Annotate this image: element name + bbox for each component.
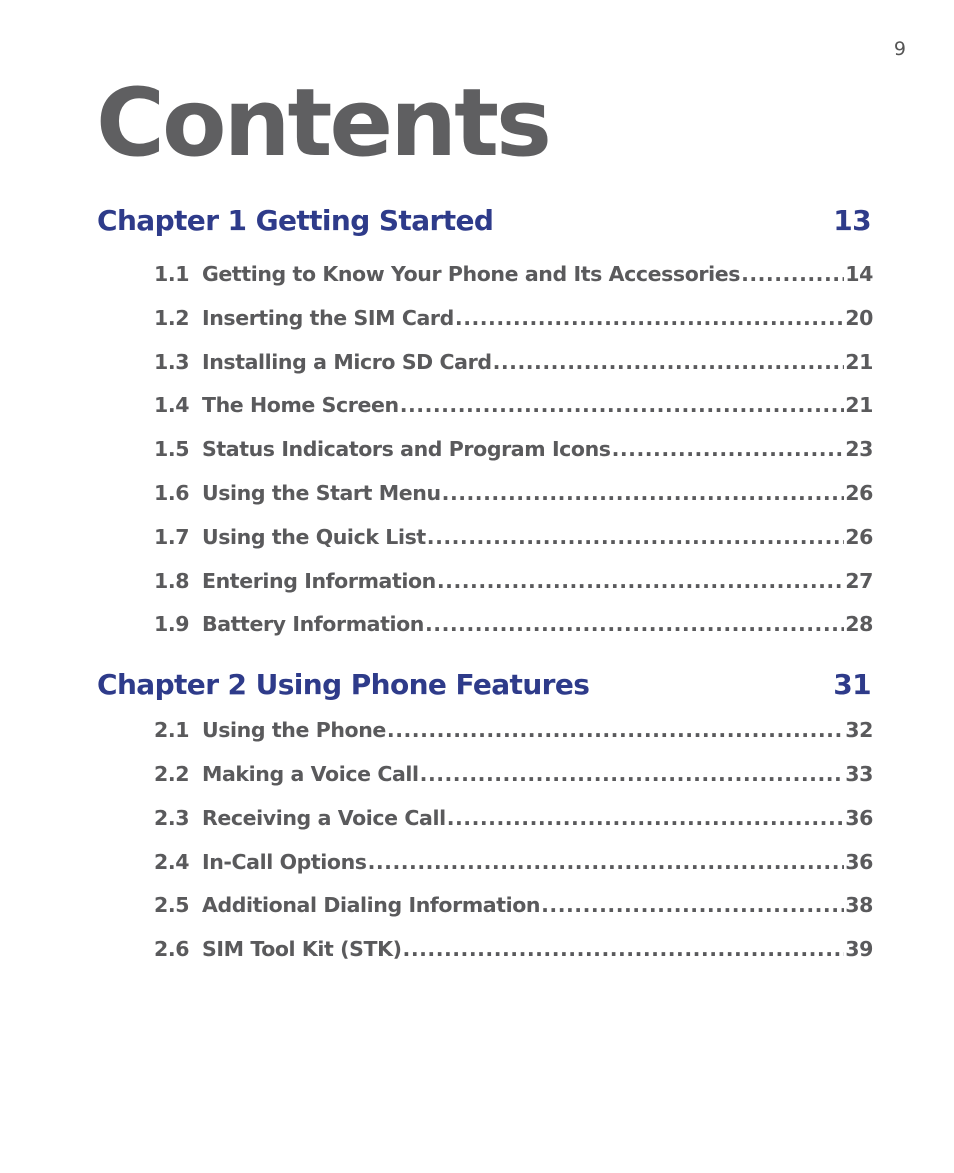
dot-leader [741,253,844,297]
section-title: Making a Voice Call [202,761,419,786]
toc-entry-2-1[interactable] [154,709,873,753]
dot-leader [420,753,845,797]
dot-leader [400,384,845,428]
toc-entry-1-1[interactable] [154,253,873,297]
section-page: 23 [845,437,873,462]
dot-leader [612,428,845,472]
chapter-title: Chapter 2 Using Phone Features [97,668,590,702]
section-title: Status Indicators and Program Icons [202,437,611,462]
dot-leader [442,472,845,516]
section-title: Receiving a Voice Call [202,805,446,830]
section-page: 38 [845,893,873,918]
section-number: 2.3 [154,805,190,830]
section-number: 2.1 [154,718,190,743]
section-title: Entering Information [202,568,436,593]
section-number: 1.2 [154,305,190,330]
section-number: 1.3 [154,349,190,374]
section-page: 36 [845,805,873,830]
section-page: 26 [845,480,873,505]
section-number: 1.8 [154,568,190,593]
page-title: Contents [96,69,549,178]
toc-entry-1-6[interactable] [154,472,873,516]
chapter-title: Chapter 1 Getting Started [97,204,494,237]
section-page: 21 [845,349,873,374]
section-number: 1.5 [154,437,190,462]
chapter-page: 31 [833,668,871,702]
section-number: 2.6 [154,937,190,962]
page-number: 9 [893,38,906,60]
section-number: 1.1 [154,262,190,286]
section-page: 32 [845,718,873,743]
section-title: Inserting the SIM Card [202,305,454,330]
section-title: Additional Dialing Information [202,893,541,918]
toc-entry-1-5[interactable] [154,428,873,472]
toc-entry-2-4[interactable] [154,841,873,885]
dot-leader [425,603,844,647]
section-page: 21 [845,393,873,418]
dot-leader [427,516,844,560]
toc-entry-1-3[interactable] [154,341,873,385]
section-page: 39 [845,937,873,962]
toc-entry-1-7[interactable] [154,516,873,560]
section-page: 20 [845,305,873,330]
table-of-contents [97,199,873,972]
toc-entry-1-2[interactable] [154,297,873,341]
dot-leader [455,297,844,341]
section-page: 14 [845,262,873,286]
toc-entry-2-6[interactable] [154,928,873,972]
section-number: 1.6 [154,480,190,505]
section-number: 1.9 [154,612,190,637]
section-page: 28 [845,612,873,637]
section-page: 33 [845,761,873,786]
toc-entry-1-9[interactable] [154,603,873,647]
dot-leader [437,560,844,604]
dot-leader [541,884,844,928]
chapter-2-heading[interactable] [97,663,873,707]
section-title: SIM Tool Kit (STK) [202,937,402,962]
toc-entry-2-2[interactable] [154,753,873,797]
toc-entry-2-5[interactable] [154,884,873,928]
section-title: Using the Start Menu [202,480,441,505]
section-page: 36 [845,849,873,874]
toc-entry-1-4[interactable] [154,384,873,428]
chapter-1-heading[interactable] [97,199,873,243]
section-number: 2.5 [154,893,190,918]
section-title: Battery Information [202,612,425,637]
dot-leader [447,797,845,841]
section-number: 1.7 [154,524,190,549]
dot-leader [368,841,845,885]
section-number: 2.4 [154,849,190,874]
section-title: Installing a Micro SD Card [202,349,492,374]
section-title: Using the Phone [202,718,386,743]
toc-entry-2-3[interactable] [154,797,873,841]
section-title: Getting to Know Your Phone and Its Accessories [202,262,741,286]
section-page: 27 [845,568,873,593]
dot-leader [403,928,845,972]
toc-entry-1-8[interactable] [154,560,873,604]
section-title: The Home Screen [202,393,399,418]
section-title: In-Call Options [202,849,367,874]
section-page: 26 [845,524,873,549]
section-number: 1.4 [154,393,190,418]
dot-leader [493,341,845,385]
chapter-page: 13 [833,204,871,237]
section-title: Using the Quick List [202,524,426,549]
section-number: 2.2 [154,761,190,786]
dot-leader [387,709,844,753]
